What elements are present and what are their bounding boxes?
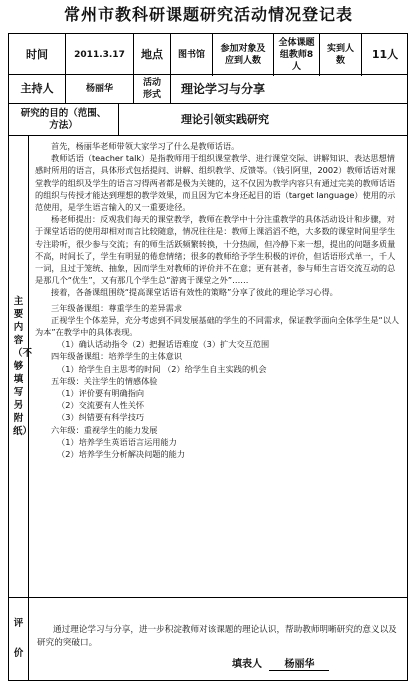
- form-value: 理论学习与分享: [181, 82, 266, 96]
- evaluation-body: [37, 624, 399, 650]
- section-heading: 四年级备课组：培养学生的主体意识: [51, 351, 183, 362]
- actual-value: 11人: [371, 48, 399, 61]
- section-item: （1）评价要有明确指向: [57, 388, 145, 399]
- section-body: 正视学生个体差异，充分考虑到不同发展基础的学生的不同需求，保证教学面向全体学生是“以人为本”在教学中的具体表现。: [35, 314, 400, 338]
- purpose-value: 理论引领实践研究: [181, 112, 269, 126]
- content-body: [35, 140, 403, 460]
- content-paragraph: 接着，各备课组围绕“提高课堂话语有效性的策略”分享了彼此的理论学习心得。: [51, 287, 338, 298]
- section-heading: 六年级：重视学生的能力发展: [51, 424, 158, 435]
- content-paragraph: 教师话语（teacher talk）是指教师用于组织课堂教学、进行课堂交际、讲解知识、表达思想情感时所用的语言，具体形式包括提问、讲解、组织教学、反馈等。（钱引阿里，2002）教师话语对课堂教学的组织及学生的语言习得两者都是极为关键的，这不仅因为教学内容只有通过完美的教师话语的组织与传授才能达到理想的教学效果，而且因为它本身还起目的语（target language）使用的示范使用，是学生语言输入的又一重要途径。: [35, 153, 396, 213]
- section-item: （2）交流要有人性关怀: [57, 400, 145, 411]
- actual-label: 实到人数: [320, 34, 362, 76]
- content-paragraph: 首先，杨丽华老师带领大家学习了什么是教师话语。: [51, 141, 240, 151]
- form-label: 活动形式: [134, 75, 171, 103]
- participants-value: 全体课题组教师8人: [274, 34, 320, 76]
- purpose-label: 研究的目的（范围、方法）: [9, 104, 119, 135]
- content-paragraph: 杨老师提出：反观我们每天的课堂教学，教师在教学中十分注重教学的具体活动设计和步骤，对于课堂话语的使用却相对而言比较随意，情况往往是：教师上课滔滔不绝，大多数的课堂时间里学生专注聆听，很少参与交流；有的师生活跃频繁转换，十分热闹，但冷静下来一想，提出的问题多质量不高，时间长了，学生有明显的倦怠情绪；很多的教师给予学生积极的评价，但话语形式单一，千人一词，且过于笼统、抽象，因而学生对教师的评价并不在意；更有甚者，参与师生言语交流互动的总是那几个“优生”，又有那几个学生总“游离于课堂之外”……: [35, 214, 396, 286]
- time-label: 时间: [9, 34, 66, 76]
- evaluation-text: 通过理论学习与分享，进一步积淀教师对该课题的理论认识，帮助教师明晰研究的意义以及研究的突破口。: [37, 625, 397, 648]
- section-item: （1）确认话动指令（2）把握话语难度（3）扩大交互范围: [57, 339, 270, 350]
- content-row: [8, 135, 408, 598]
- section-item: （2）培养学生分析解决问题的能力: [57, 449, 186, 460]
- host-row: [8, 74, 408, 104]
- content-label: 主要内容（不够填写另附纸）: [9, 136, 29, 597]
- section-item: （1）培养学生英语语言运用能力: [57, 436, 177, 447]
- purpose-row: [8, 103, 408, 136]
- host-value: 杨丽华: [66, 75, 134, 103]
- participants-label: 参加对象及应到人数: [213, 34, 274, 76]
- section-item: （1）给学生自主思考的时间 （2）给学生自主实践的机会: [57, 363, 267, 374]
- time-value: 2011.3.17: [66, 34, 134, 76]
- filler-signature: [232, 655, 329, 671]
- registration-form: [8, 33, 408, 659]
- evaluation-row: [8, 597, 408, 681]
- evaluation-label: 评价: [9, 598, 29, 680]
- section-heading: 三年级备课组：尊重学生的差异需求: [51, 302, 183, 313]
- place-value: 图书馆: [171, 34, 213, 76]
- place-label: 地点: [134, 34, 171, 76]
- section-item: （3）纠错要有科学技巧: [57, 412, 145, 423]
- host-label: 主持人: [9, 75, 66, 103]
- header-row: [8, 33, 408, 75]
- page-title: 常州市教科研课题研究活动情况登记表: [63, 5, 353, 24]
- filler-name: 杨丽华: [269, 655, 329, 671]
- section-heading: 五年级：关注学生的情感体验: [51, 375, 158, 386]
- filler-label: 填表人: [232, 659, 262, 670]
